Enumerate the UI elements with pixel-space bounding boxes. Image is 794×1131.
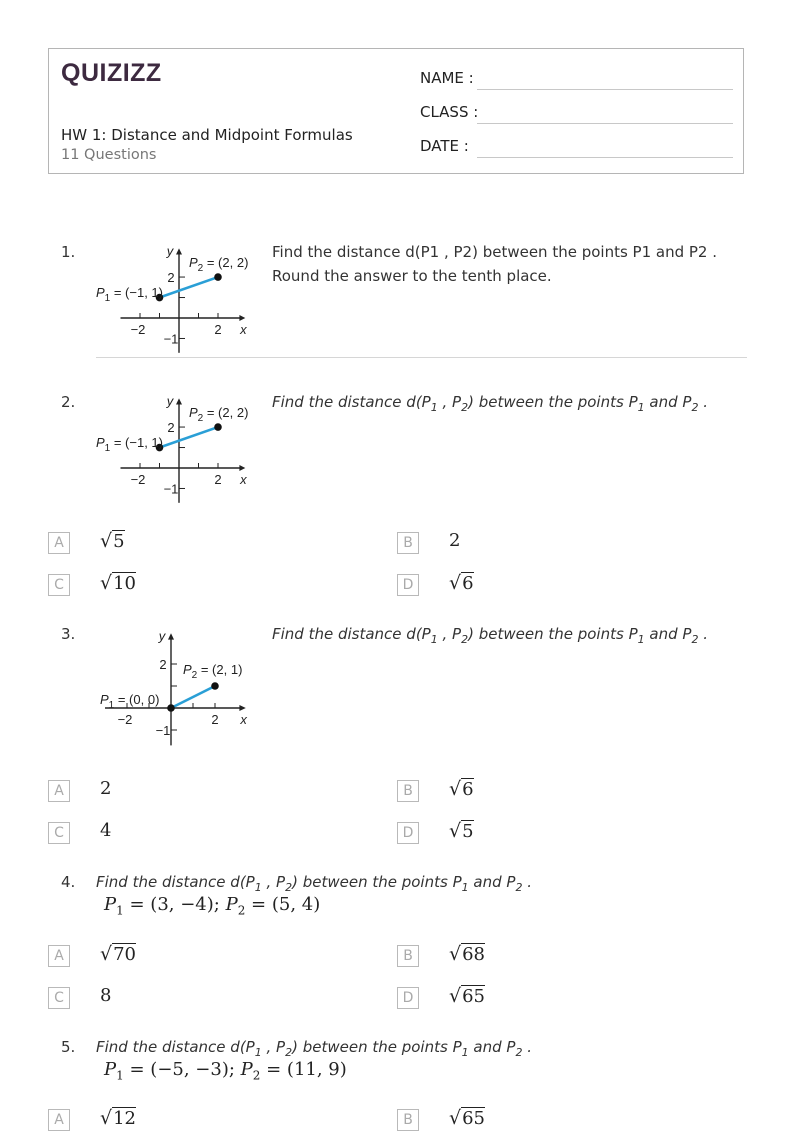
class-line[interactable] xyxy=(477,123,733,124)
x-axis-label: x xyxy=(240,472,247,487)
x-tick-label: 2 xyxy=(214,322,222,337)
date-line[interactable] xyxy=(477,157,733,158)
sqrt-expression: √6 xyxy=(449,778,474,800)
x-tick-label: 2 xyxy=(214,472,222,487)
option-b-box[interactable]: B xyxy=(397,945,419,967)
option-d-box[interactable]: D xyxy=(397,574,419,596)
x-tick-label: −2 xyxy=(130,472,146,487)
option-d-value[interactable] xyxy=(449,985,485,1007)
x-tick-label: −2 xyxy=(117,712,133,727)
point-p2-label: $P_2 = (2$, 2) xyxy=(189,405,249,425)
question-count: 11 Questions xyxy=(61,147,157,163)
y-tick-label: 2 xyxy=(167,420,175,436)
option-b-box[interactable]: B xyxy=(397,532,419,554)
y-tick-label: 2 xyxy=(167,270,175,286)
sqrt-expression: √10 xyxy=(100,572,137,594)
question-number: 4. xyxy=(61,873,76,891)
date-label: DATE : xyxy=(420,137,469,155)
option-c-value[interactable]: 8 xyxy=(100,985,112,1006)
y-tick-label: −1 xyxy=(163,331,179,347)
option-b-box[interactable]: B xyxy=(397,1109,419,1131)
y-tick-label: 2 xyxy=(159,657,167,672)
sqrt-expression: √5 xyxy=(100,530,125,552)
option-c-value[interactable]: 4 xyxy=(100,820,112,841)
option-c-box[interactable]: C xyxy=(48,822,70,844)
date-field[interactable] xyxy=(420,133,733,167)
sqrt-expression: √65 xyxy=(449,985,486,1007)
option-a-box[interactable]: A xyxy=(48,532,70,554)
question-text: Find the distance $d(P_1$ , $P_2$) between the points $P_1$ and $P_2$ . xyxy=(96,873,532,894)
option-b-box[interactable]: B xyxy=(397,780,419,802)
point-p2-label: $P_2 = (2$, 1) xyxy=(183,662,243,681)
x-axis-label: x xyxy=(240,712,247,727)
option-d-value[interactable] xyxy=(449,820,474,842)
question-text: Find the distance $d(P_1$ , $P_2$) between the points $P_1$ and $P_2$ . xyxy=(96,1038,532,1059)
option-a-value[interactable] xyxy=(100,943,136,965)
question-number: 5. xyxy=(61,1038,76,1056)
coordinate-graph xyxy=(90,620,260,755)
option-a-value[interactable] xyxy=(100,1107,136,1129)
point-p1 xyxy=(167,704,175,712)
option-c-box[interactable]: C xyxy=(48,987,70,1009)
option-c-value[interactable] xyxy=(100,572,136,594)
student-info-fields xyxy=(420,65,733,167)
point-equation: $P_1 = (-5$, −3); $P_2 = (11$, 9) xyxy=(104,1059,347,1083)
y-axis-label: y xyxy=(166,393,174,409)
question-number: 3. xyxy=(61,625,76,643)
point-p2-label: $P_2 = (2$, 2) xyxy=(189,255,249,275)
y-axis-arrow xyxy=(176,248,182,254)
question-text-line: Round the answer to the tenth place. xyxy=(272,267,552,285)
x-axis-label: x xyxy=(240,322,247,337)
class-field[interactable] xyxy=(420,99,733,133)
option-b-value[interactable] xyxy=(449,778,474,800)
quizizz-logo: QUIZIZZ xyxy=(61,59,162,87)
point-p2 xyxy=(211,682,219,690)
x-axis-arrow xyxy=(239,315,245,321)
point-p2 xyxy=(214,273,222,281)
point-p1-label: $P_1 = (-1$, 1) xyxy=(96,285,163,305)
sqrt-expression: √6 xyxy=(449,572,474,594)
option-d-box[interactable]: D xyxy=(397,987,419,1009)
y-axis-label: y xyxy=(158,628,166,644)
point-equation: $P_1 = (3$, −4); $P_2 = (5$, 4) xyxy=(104,894,321,918)
option-d-box[interactable]: D xyxy=(397,822,419,844)
option-d-value[interactable] xyxy=(449,572,474,594)
sqrt-expression: √65 xyxy=(449,1107,486,1129)
question-text: Find the distance $d(P_1$ , $P_2$) between the points $P_1$ and $P_2$ . xyxy=(272,625,708,646)
sqrt-expression: √5 xyxy=(449,820,474,842)
divider xyxy=(96,357,747,358)
name-field[interactable] xyxy=(420,65,733,99)
option-b-value[interactable]: 2 xyxy=(449,530,461,551)
y-axis-arrow xyxy=(168,633,174,639)
x-tick-label: −2 xyxy=(130,322,146,337)
point-p1-label: $P_1 = (0$, 0) xyxy=(100,692,160,711)
option-a-value[interactable]: 2 xyxy=(100,778,112,799)
sqrt-expression: √12 xyxy=(100,1107,137,1129)
y-tick-label: −1 xyxy=(163,481,179,497)
question-text: Find the distance $d(P_1$ , $P_2$) between the points $P_1$ and $P_2$ . xyxy=(272,393,708,414)
name-line[interactable] xyxy=(477,89,733,90)
question-number: 2. xyxy=(61,393,76,411)
question-text-line: Find the distance d(P1 , P2) between the points P1 and P2 . xyxy=(272,243,718,261)
coordinate-graph xyxy=(90,240,260,360)
question-text xyxy=(272,240,717,288)
option-a-box[interactable]: A xyxy=(48,780,70,802)
x-axis-arrow xyxy=(239,465,245,471)
x-tick-label: 2 xyxy=(211,712,219,727)
y-axis-arrow xyxy=(176,398,182,404)
point-p1-label: $P_1 = (-1$, 1) xyxy=(96,435,163,455)
option-c-box[interactable]: C xyxy=(48,574,70,596)
worksheet-title: HW 1: Distance and Midpoint Formulas xyxy=(61,126,353,144)
y-axis-label: y xyxy=(166,243,174,259)
y-tick-label: −1 xyxy=(155,723,171,738)
sqrt-expression: √70 xyxy=(100,943,137,965)
sqrt-expression: √68 xyxy=(449,943,486,965)
name-label: NAME : xyxy=(420,69,474,87)
option-b-value[interactable] xyxy=(449,943,485,965)
option-a-box[interactable]: A xyxy=(48,1109,70,1131)
option-a-value[interactable] xyxy=(100,530,125,552)
class-label: CLASS : xyxy=(420,103,479,121)
point-p2 xyxy=(214,423,222,431)
x-axis-arrow xyxy=(239,705,245,711)
question-number: 1. xyxy=(61,243,76,261)
worksheet-header xyxy=(48,48,744,174)
option-b-value[interactable] xyxy=(449,1107,485,1129)
coordinate-graph xyxy=(90,390,260,510)
option-a-box[interactable]: A xyxy=(48,945,70,967)
